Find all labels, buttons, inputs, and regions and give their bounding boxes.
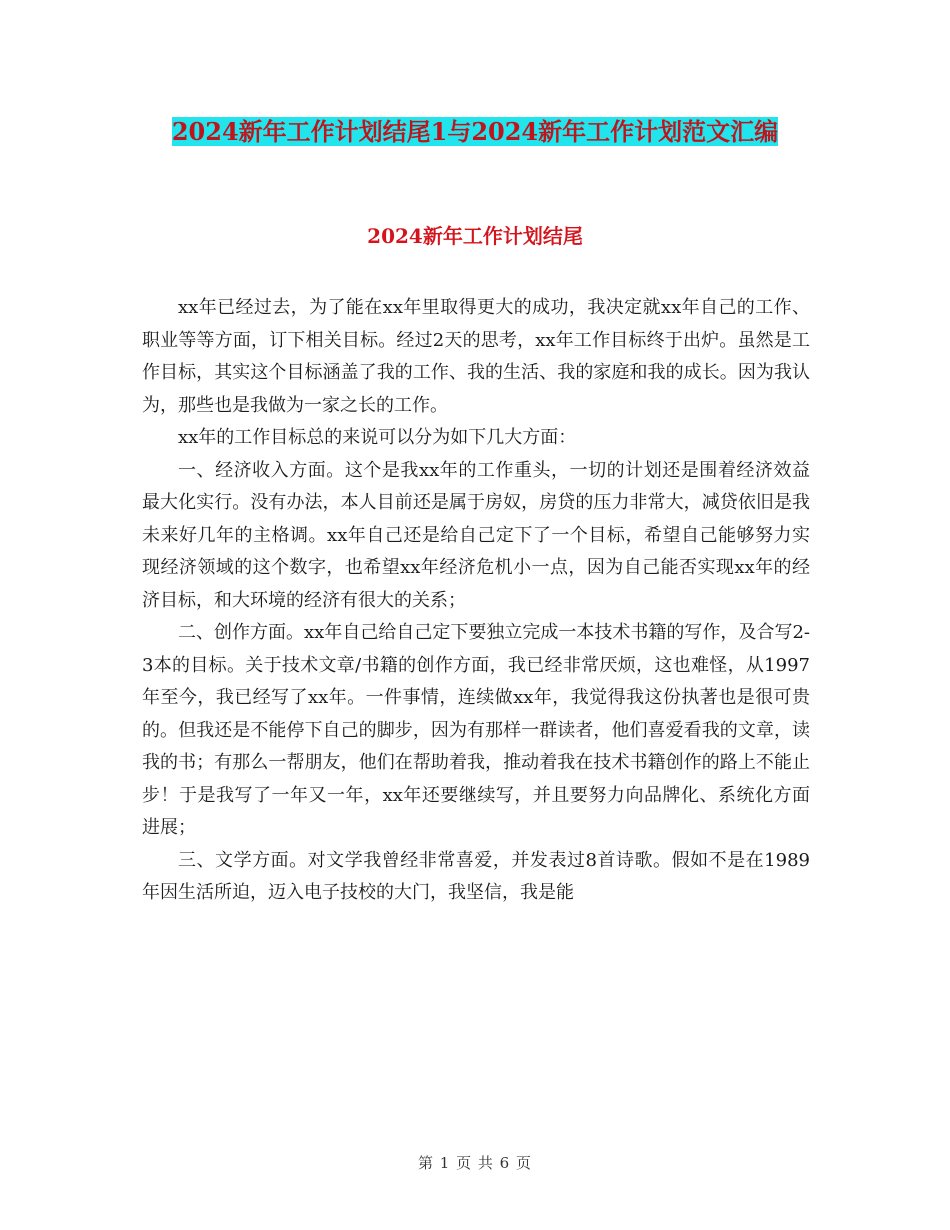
document-title-text: 2024新年工作计划结尾1与2024新年工作计划范文汇编 xyxy=(171,117,779,146)
paragraph: xx年的工作目标总的来说可以分为如下几大方面： xyxy=(178,427,577,448)
paragraph: 三、文学方面。对文学我曾经非常喜爱，并发表过8首诗歌。假如不是在1989年因生活所迫，迈入电子技校的大门，我坚信，我是能 xyxy=(142,849,810,903)
section-title: 2024新年工作计划结尾 xyxy=(367,224,583,248)
document-body xyxy=(142,292,810,910)
paragraph: xx年已经过去，为了能在xx年里取得更大的成功，我决定就xx年自己的工作、职业等等方面，订下相关目标。经过2天的思考，xx年工作目标终于出炉。虽然是工作目标，其实这个目标涵盖了我的工作、我的生活、我的家庭和我的成长。因为我认为，那些也是我做为一家之长的工作。 xyxy=(142,297,810,416)
paragraph: 二、创作方面。xx年自己给自己定下要独立完成一本技术书籍的写作，及合写2-3本的目标。关于技术文章/书籍的创作方面，我已经非常厌烦，这也难怪，从1997年至今，我已经写了xx年。一件事情，连续做xx年，我觉得我这份执著也是很可贵的。但我还是不能停下自己的脚步，因为有那样一群读者，他们喜爱看我的文章，读我的书；有那么一帮朋友，他们在帮助着我，推动着我在技术书籍创作的路上不能止步！于是我写了一年又一年，xx年还要继续写，并且要努力向品牌化、系统化方面进展； xyxy=(142,622,810,838)
page-footer: 第 1 页 共 6 页 xyxy=(418,1154,532,1172)
paragraph: 一、经济收入方面。这个是我xx年的工作重头，一切的计划还是围着经济效益最大化实行。没有办法，本人目前还是属于房奴，房贷的压力非常大，减贷依旧是我未来好几年的主格调。xx年自己还是给自己定下了一个目标，希望自己能够努力实现经济领域的这个数字，也希望xx年经济危机小一点，因为自己能否实现xx年的经济目标，和大环境的经济有很大的关系； xyxy=(142,459,810,611)
document-title xyxy=(140,112,810,152)
